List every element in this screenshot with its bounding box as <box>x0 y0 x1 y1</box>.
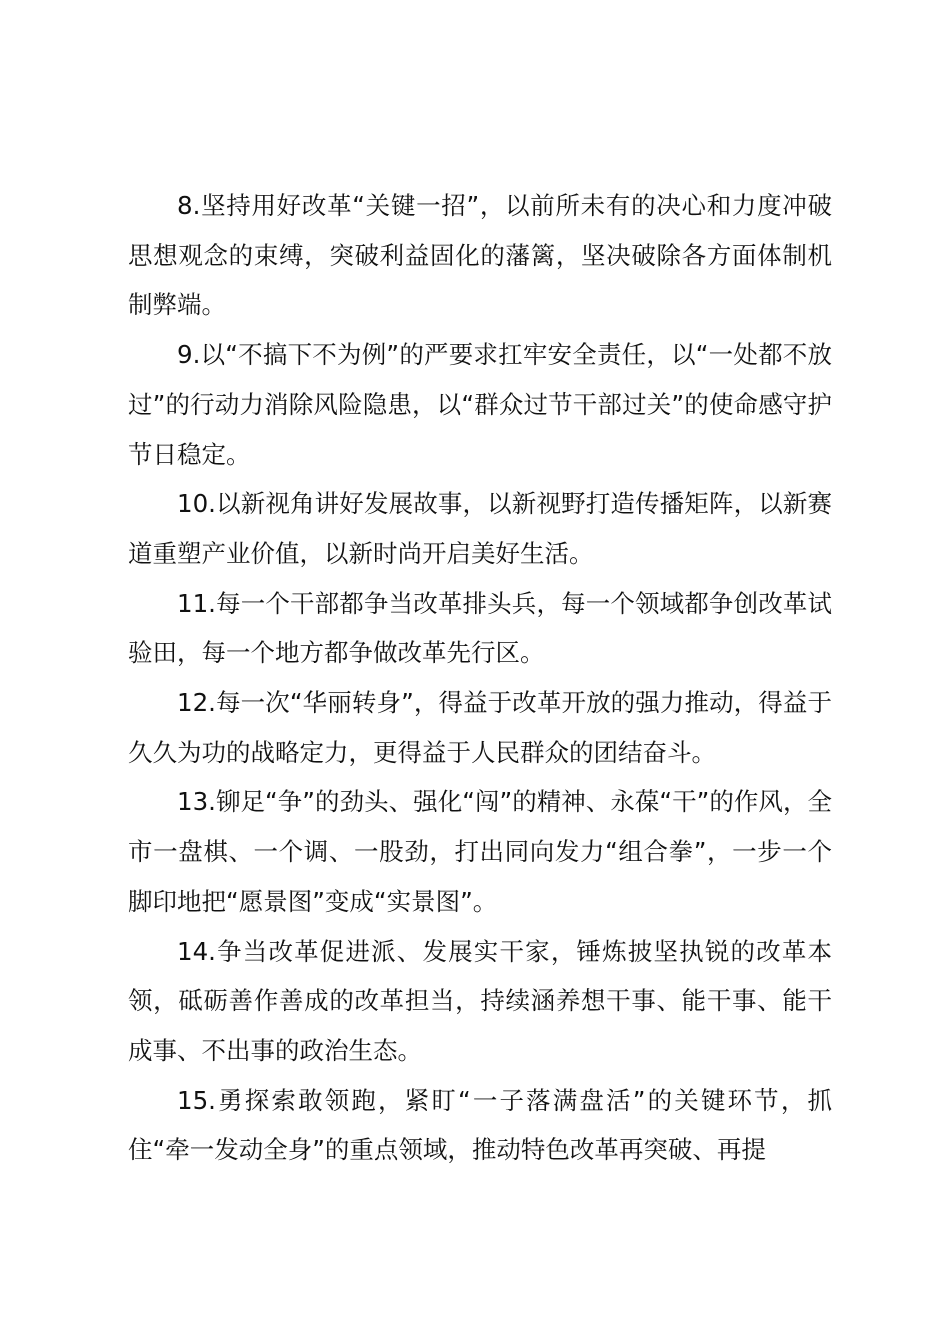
paragraph-14: 14.争当改革促进派、发展实干家，锤炼披坚执锐的改革本领，砥砺善作善成的改革担当，持续涵养想干事、能干事、能干成事、不出事的政治生态。 <box>128 936 832 1065</box>
paragraph-9: 9.以“不搞下不为例”的严要求扛牢安全责任，以“一处都不放过”的行动力消除风险隐患，以“群众过节干部过关”的使命感守护节日稳定。 <box>128 340 832 469</box>
paragraph-15: 15.勇探索敢领跑，紧盯“一子落满盘活”的关键环节，抓住“牵一发动全身”的重点领域，推动特色改革再突破、再提 <box>128 1085 832 1165</box>
paragraph-12: 12.每一次“华丽转身”，得益于改革开放的强力推动，得益于久久为功的战略定力，更得益于人民群众的团结奋斗。 <box>128 688 832 767</box>
paragraph-10: 10.以新视角讲好发展故事，以新视野打造传播矩阵，以新赛道重塑产业价值，以新时尚开启美好生活。 <box>128 489 832 568</box>
paragraph-11: 11.每一个干部都争当改革排头兵，每一个领域都争创改革试验田，每一个地方都争做改革先行区。 <box>128 588 832 668</box>
paragraph-13: 13.铆足“争”的劲头、强化“闯”的精神、永葆“干”的作风，全市一盘棋、一个调、一股劲，打出同向发力“组合拳”，一步一个脚印地把“愿景图”变成“实景图”。 <box>128 787 832 916</box>
paragraph-8: 8.坚持用好改革“关键一招”，以前所未有的决心和力度冲破思想观念的束缚，突破利益固化的藩篱，坚决破除各方面体制机制弊端。 <box>128 191 832 320</box>
document-body <box>128 181 832 1175</box>
